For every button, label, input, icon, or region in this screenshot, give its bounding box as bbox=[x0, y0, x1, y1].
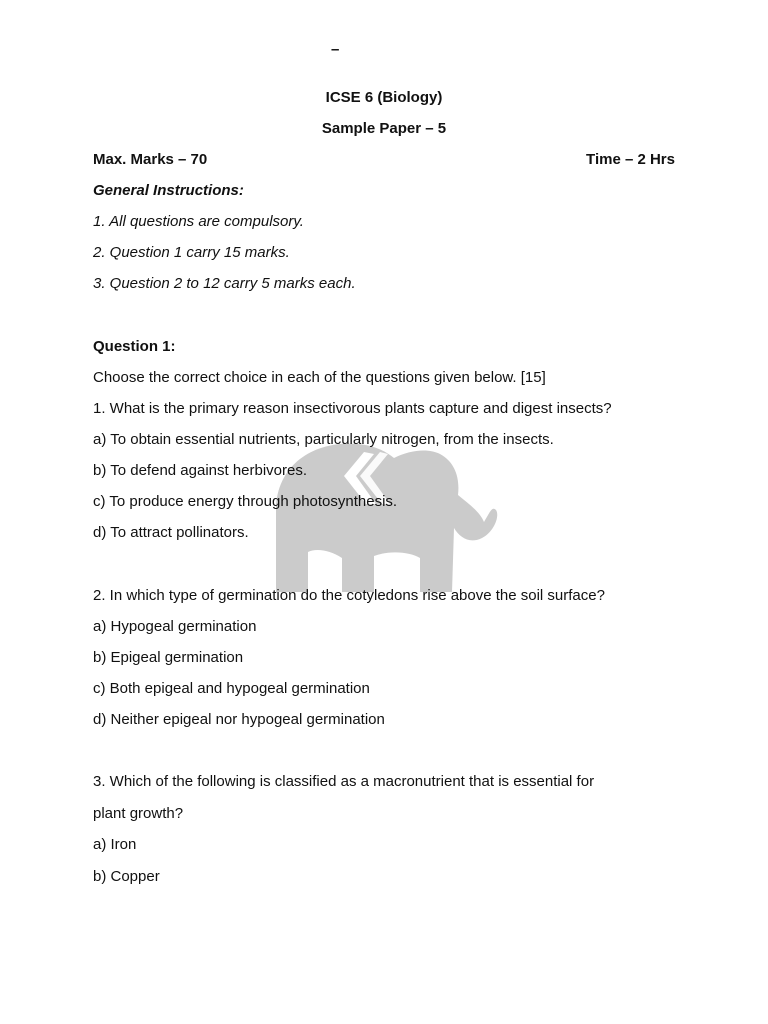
answer-option: b) Copper bbox=[93, 868, 160, 885]
paper-subtitle: Sample Paper – 5 bbox=[321, 120, 447, 137]
paper-title: ICSE 6 (Biology) bbox=[325, 89, 443, 106]
max-marks: Max. Marks – 70 bbox=[93, 151, 208, 168]
question-text: 2. In which type of germination do the cotyledons rise above the soil surface? bbox=[93, 587, 605, 604]
top-dash-mark: – bbox=[331, 41, 340, 58]
question-intro: Choose the correct choice in each of the questions given below. [15] bbox=[93, 369, 546, 386]
answer-option: a) To obtain essential nutrients, particularly nitrogen, from the insects. bbox=[93, 431, 554, 448]
answer-option: d) Neither epigeal nor hypogeal germination bbox=[93, 711, 385, 728]
question-text-continued: plant growth? bbox=[93, 805, 184, 822]
time-allowed: Time – 2 Hrs bbox=[586, 151, 675, 168]
answer-option: a) Hypogeal germination bbox=[93, 618, 257, 635]
instruction-item: 1. All questions are compulsory. bbox=[93, 213, 304, 230]
question-heading: Question 1: bbox=[93, 338, 176, 355]
answer-option: d) To attract pollinators. bbox=[93, 524, 249, 541]
question-text: 3. Which of the following is classified as a macronutrient that is essential for bbox=[93, 773, 595, 790]
answer-option: c) Both epigeal and hypogeal germination bbox=[93, 680, 370, 697]
question-text: 1. What is the primary reason insectivorous plants capture and digest insects? bbox=[93, 400, 612, 417]
answer-option: b) To defend against herbivores. bbox=[93, 462, 308, 479]
answer-option: a) Iron bbox=[93, 836, 137, 853]
instruction-item: 2. Question 1 carry 15 marks. bbox=[93, 244, 290, 261]
answer-option: c) To produce energy through photosynthesis. bbox=[93, 493, 398, 510]
instruction-item: 3. Question 2 to 12 carry 5 marks each. bbox=[93, 275, 356, 292]
answer-option: b) Epigeal germination bbox=[93, 649, 244, 666]
instructions-heading: General Instructions: bbox=[93, 182, 244, 199]
